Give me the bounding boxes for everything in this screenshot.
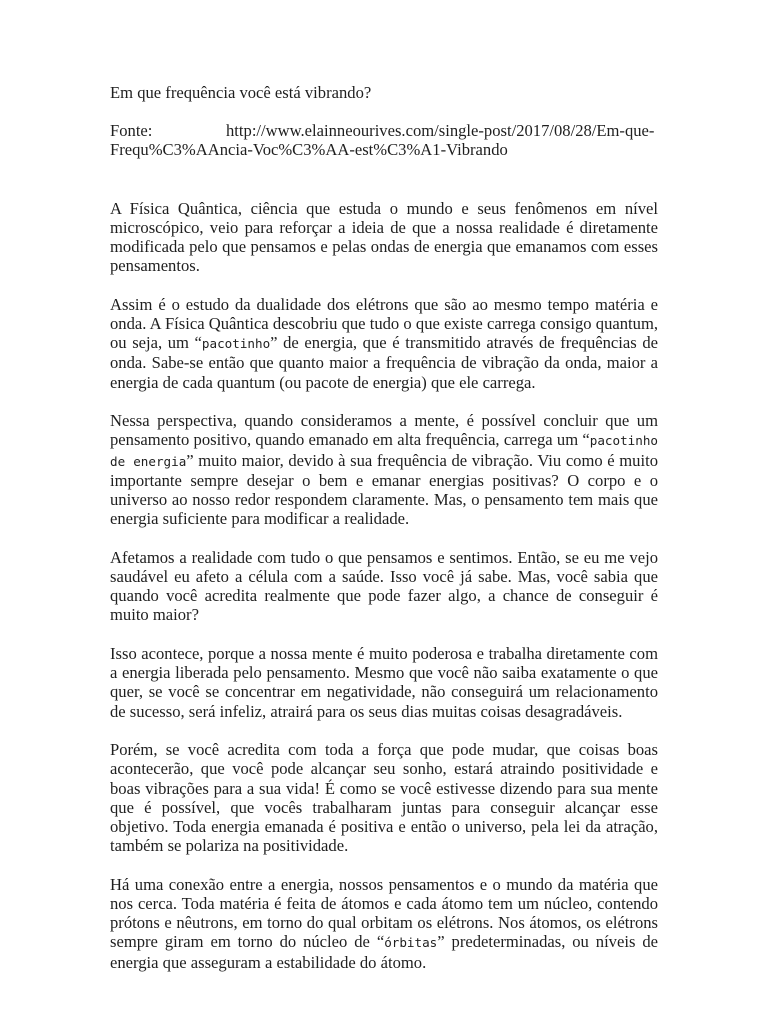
paragraph-text: ” muito maior, devido à sua frequência de vibração. Viu como é muito importante sempre desejar o bem e emanar energias positivas? O corpo e o universo ao nosso redor respondem claramente. Mas, o pensamento tem mais que energia suficiente para modificar a realidade. bbox=[110, 450, 658, 529]
body-paragraph bbox=[110, 548, 658, 625]
paragraph-text: Nessa perspectiva, quando consideramos a mente, é possível concluir que um pensamento positivo, quando emanado em alta frequência, carrega um “ bbox=[110, 411, 658, 450]
document-title: Em que frequência você está vibrando? bbox=[110, 83, 372, 102]
paragraph-text: Há uma conexão entre a energia, nossos pensamentos e o mundo da matéria que nos cerca. Toda matéria é feita de átomos e cada átomo tem um núcleo, contendo prótons e nêutrons, em torno do qual orbitam os elétrons. Nos átomos, os elétrons sempre giram em torno do núcleo de “ bbox=[110, 874, 658, 952]
body-paragraph bbox=[110, 644, 658, 721]
quoted-term: pacotinho bbox=[201, 336, 271, 352]
body-paragraph bbox=[110, 295, 658, 392]
source-url: http://www.elainneourives.com/single-post/2017/08/28/Em-que-Frequ%C3%AAncia-Voc%C3%AA-est%C3%A1-Vibrando bbox=[110, 121, 655, 160]
source-label: Fonte: bbox=[110, 121, 153, 141]
body-paragraph bbox=[110, 199, 658, 276]
body-paragraph bbox=[110, 411, 658, 528]
body-paragraph bbox=[110, 740, 658, 855]
paragraph-text: A Física Quântica, ciência que estuda o mundo e seus fenômenos em nível microscópico, veio para reforçar a ideia de que a nossa realidade é diretamente modificada pelo que pensamos e pelas ondas de energia que emanamos com esses pensamentos. bbox=[110, 198, 658, 276]
paragraph-text: Porém, se você acredita com toda a força que pode mudar, que coisas boas acontecerão, que você pode alcançar seu sonho, estará atraindo positividade e boas vibrações para a sua vida! É como se você estivesse dizendo para sua mente que é possível, que vocês trabalharam juntas para conseguir alcançar esse objetivo. Toda energia emanada é positiva e então o universo, pela lei da atração, também se polariza na positividade. bbox=[110, 740, 658, 856]
paragraph-text: Afetamos a realidade com tudo o que pensamos e sentimos. Então, se eu me vejo saudável eu afeto a célula com a saúde. Isso você já sabe. Mas, você sabia que quando você acredita realmente que pode fazer algo, a chance de conseguir é muito maior? bbox=[110, 547, 658, 625]
quoted-term: pacotinho de energia bbox=[110, 433, 658, 469]
quoted-term: órbitas bbox=[384, 935, 438, 951]
paragraph-text: ” predeterminadas, ou níveis de energia que asseguram a estabilidade do átomo. bbox=[110, 932, 658, 972]
source-line bbox=[110, 121, 658, 159]
paragraph-text: Assim é o estudo da dualidade dos elétrons que são ao mesmo tempo matéria e onda. A Física Quântica descobriu que tudo o que existe carrega consigo quantum, ou seja, um “ bbox=[110, 294, 658, 353]
paragraph-text: ” de energia, que é transmitido através de frequências de onda. Sabe-se então que quanto maior a frequência de vibração da onda, maior a energia de cada quantum (ou pacote de energia) que ele carrega. bbox=[110, 333, 658, 392]
document-body bbox=[110, 199, 658, 972]
body-paragraph bbox=[110, 875, 658, 972]
paragraph-text: Isso acontece, porque a nossa mente é muito poderosa e trabalha diretamente com a energia liberada pelo pensamento. Mesmo que você não saiba exatamente o que quer, se você se concentrar em negatividade, não conseguirá um relacionamento de sucesso, será infeliz, atrairá para os seus dias muitas coisas desagradáveis. bbox=[110, 644, 658, 721]
